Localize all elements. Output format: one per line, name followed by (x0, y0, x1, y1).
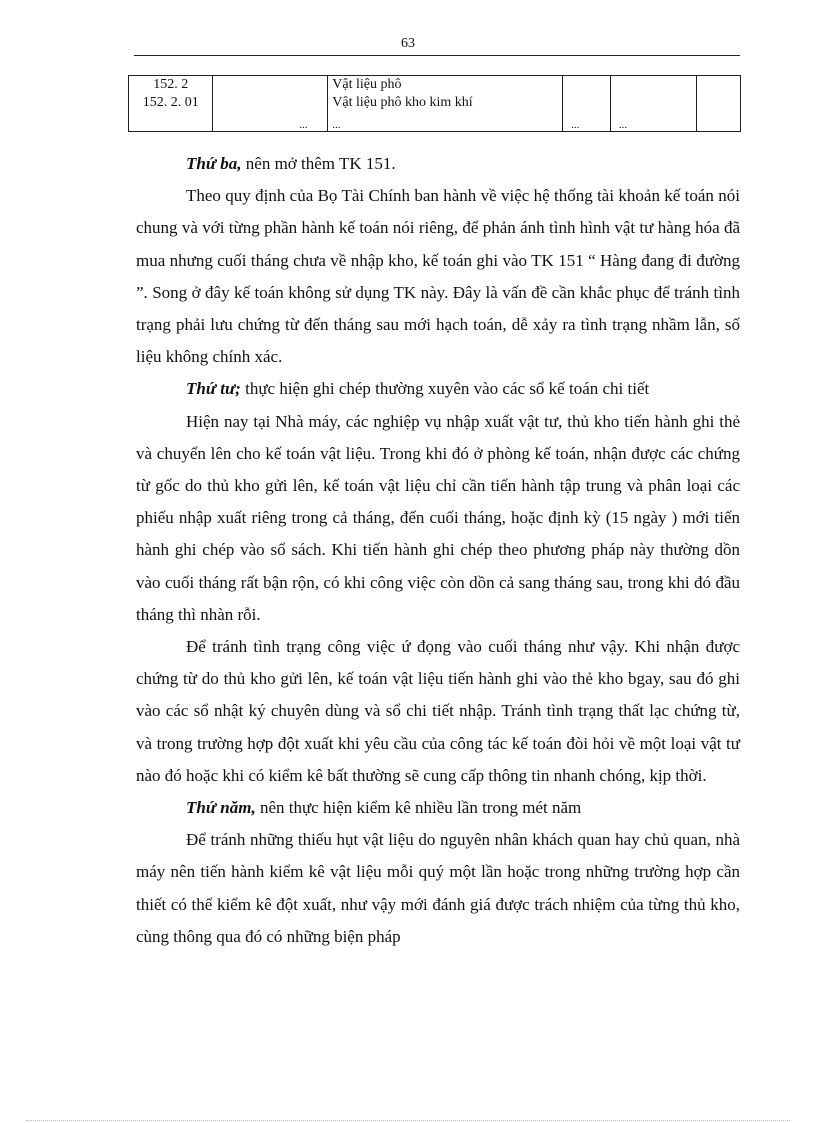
table-cell (563, 76, 611, 132)
paragraph (136, 631, 740, 792)
ellipsis: ... (299, 119, 308, 131)
paragraph (136, 792, 740, 824)
paragraph-text: nên mở thêm TK 151. (241, 154, 396, 173)
account-name: Vật liệu phô kho kim khí (332, 95, 473, 110)
account-table (128, 75, 741, 132)
account-code: 152. 2 (153, 77, 189, 92)
ellipsis: ... (618, 119, 628, 131)
paragraph-text: Để tránh những thiếu hụt vật liệu do nguyên nhân khách quan hay chủ quan, nhà máy nên tiến hành kiểm kê vật liệu mỗi quý một lần hoặc trong những trường hợp cần thiết có thể kiểm kê đột xuất, như vậy mới đánh giá được trách nhiệm của từng thủ kho, cùng thông qua đó có những biện pháp (136, 830, 740, 946)
header-rule (134, 55, 740, 56)
paragraph (136, 148, 740, 180)
paragraph-text: Theo quy định của Bọ Tài Chính ban hành về việc hệ thống tài khoản kế toán nói chung và với từng phần hành kế toán nói riêng, để phản ánh tình hình vật tư hàng hóa đã mua nhưng cuối tháng chưa về nhập kho, kế toán ghi vào TK 151 “ Hàng đang đi đường ”. Song ở đây kế toán không sử dụng TK này. Đây là vấn đề cần khắc phục để tránh tình trạng phải lưu chứng từ đến tháng sau mới hạch toán, dễ xảy ra tình trạng nhầm lẫn, số liệu không chính xác. (136, 186, 740, 367)
paragraph (136, 180, 740, 373)
table-row (129, 76, 741, 132)
paragraph-lead: Thứ năm, (186, 798, 256, 818)
account-code: 152. 2. 01 (142, 95, 199, 110)
body-text (136, 148, 740, 953)
page-number: 63 (401, 36, 415, 51)
paragraph-lead: Thứ ba, (186, 154, 242, 173)
ellipsis: ... (332, 119, 341, 131)
table-cell (213, 76, 328, 132)
table-cell (697, 76, 741, 132)
account-name: Vật liệu phô (332, 77, 402, 92)
paragraph-lead: Thứ tư; (186, 379, 241, 399)
table-cell (610, 76, 696, 132)
paragraph-text: thực hiện ghi chép thường xuyên vào các sổ kế toán chi tiết (240, 379, 650, 399)
paragraph (136, 373, 740, 405)
paragraph-text: nên thực hiện kiểm kê nhiều lần trong mét năm (255, 798, 582, 818)
account-code-cell (129, 76, 213, 132)
paragraph-text: Hiện nay tại Nhà máy, các nghiệp vụ nhập xuất vật tư, thủ kho tiến hành ghi thẻ và chuyển lên cho kế toán vật liệu. Trong khi đó ở phòng kế toán, nhận được các chứng từ gốc do thủ kho gửi lên, kế toán vật liệu chỉ cần tiến hành tập trung và phân loại các phiếu nhập xuất riêng trong cả tháng, đến cuối tháng, hoặc định kỳ (15 ngày ) mới tiến hành ghi chép vào sổ sách. Khi tiến hành ghi chép theo phương pháp này thường dồn vào cuối tháng rất bận rộn, có khi công việc còn dồn cả sang tháng sau, trong khi đó đầu tháng thì nhàn rỗi. (136, 411, 740, 624)
paragraph (136, 824, 740, 953)
ellipsis: ... (571, 119, 580, 131)
paragraph-text: Để tránh tình trạng công việc ứ đọng vào cuối tháng như vậy. Khi nhận được chứng từ do thủ kho gửi lên, kế toán vật liệu tiến hành ghi vào thẻ kho bgay, sau đó ghi vào các sổ nhật ký chuyên dùng và sổ chi tiết nhập. Tránh tình trạng thất lạc chứng từ, và trong trường hợp đột xuất khi yêu cầu của công tác kế toán đòi hỏi về một loại vật tư nào đó hoặc khi có kiểm kê bất thường sẽ cung cấp thông tin nhanh chóng, kịp thời. (136, 637, 740, 785)
account-name-cell (328, 76, 563, 132)
footer-rule (26, 1120, 790, 1121)
paragraph (136, 406, 740, 631)
